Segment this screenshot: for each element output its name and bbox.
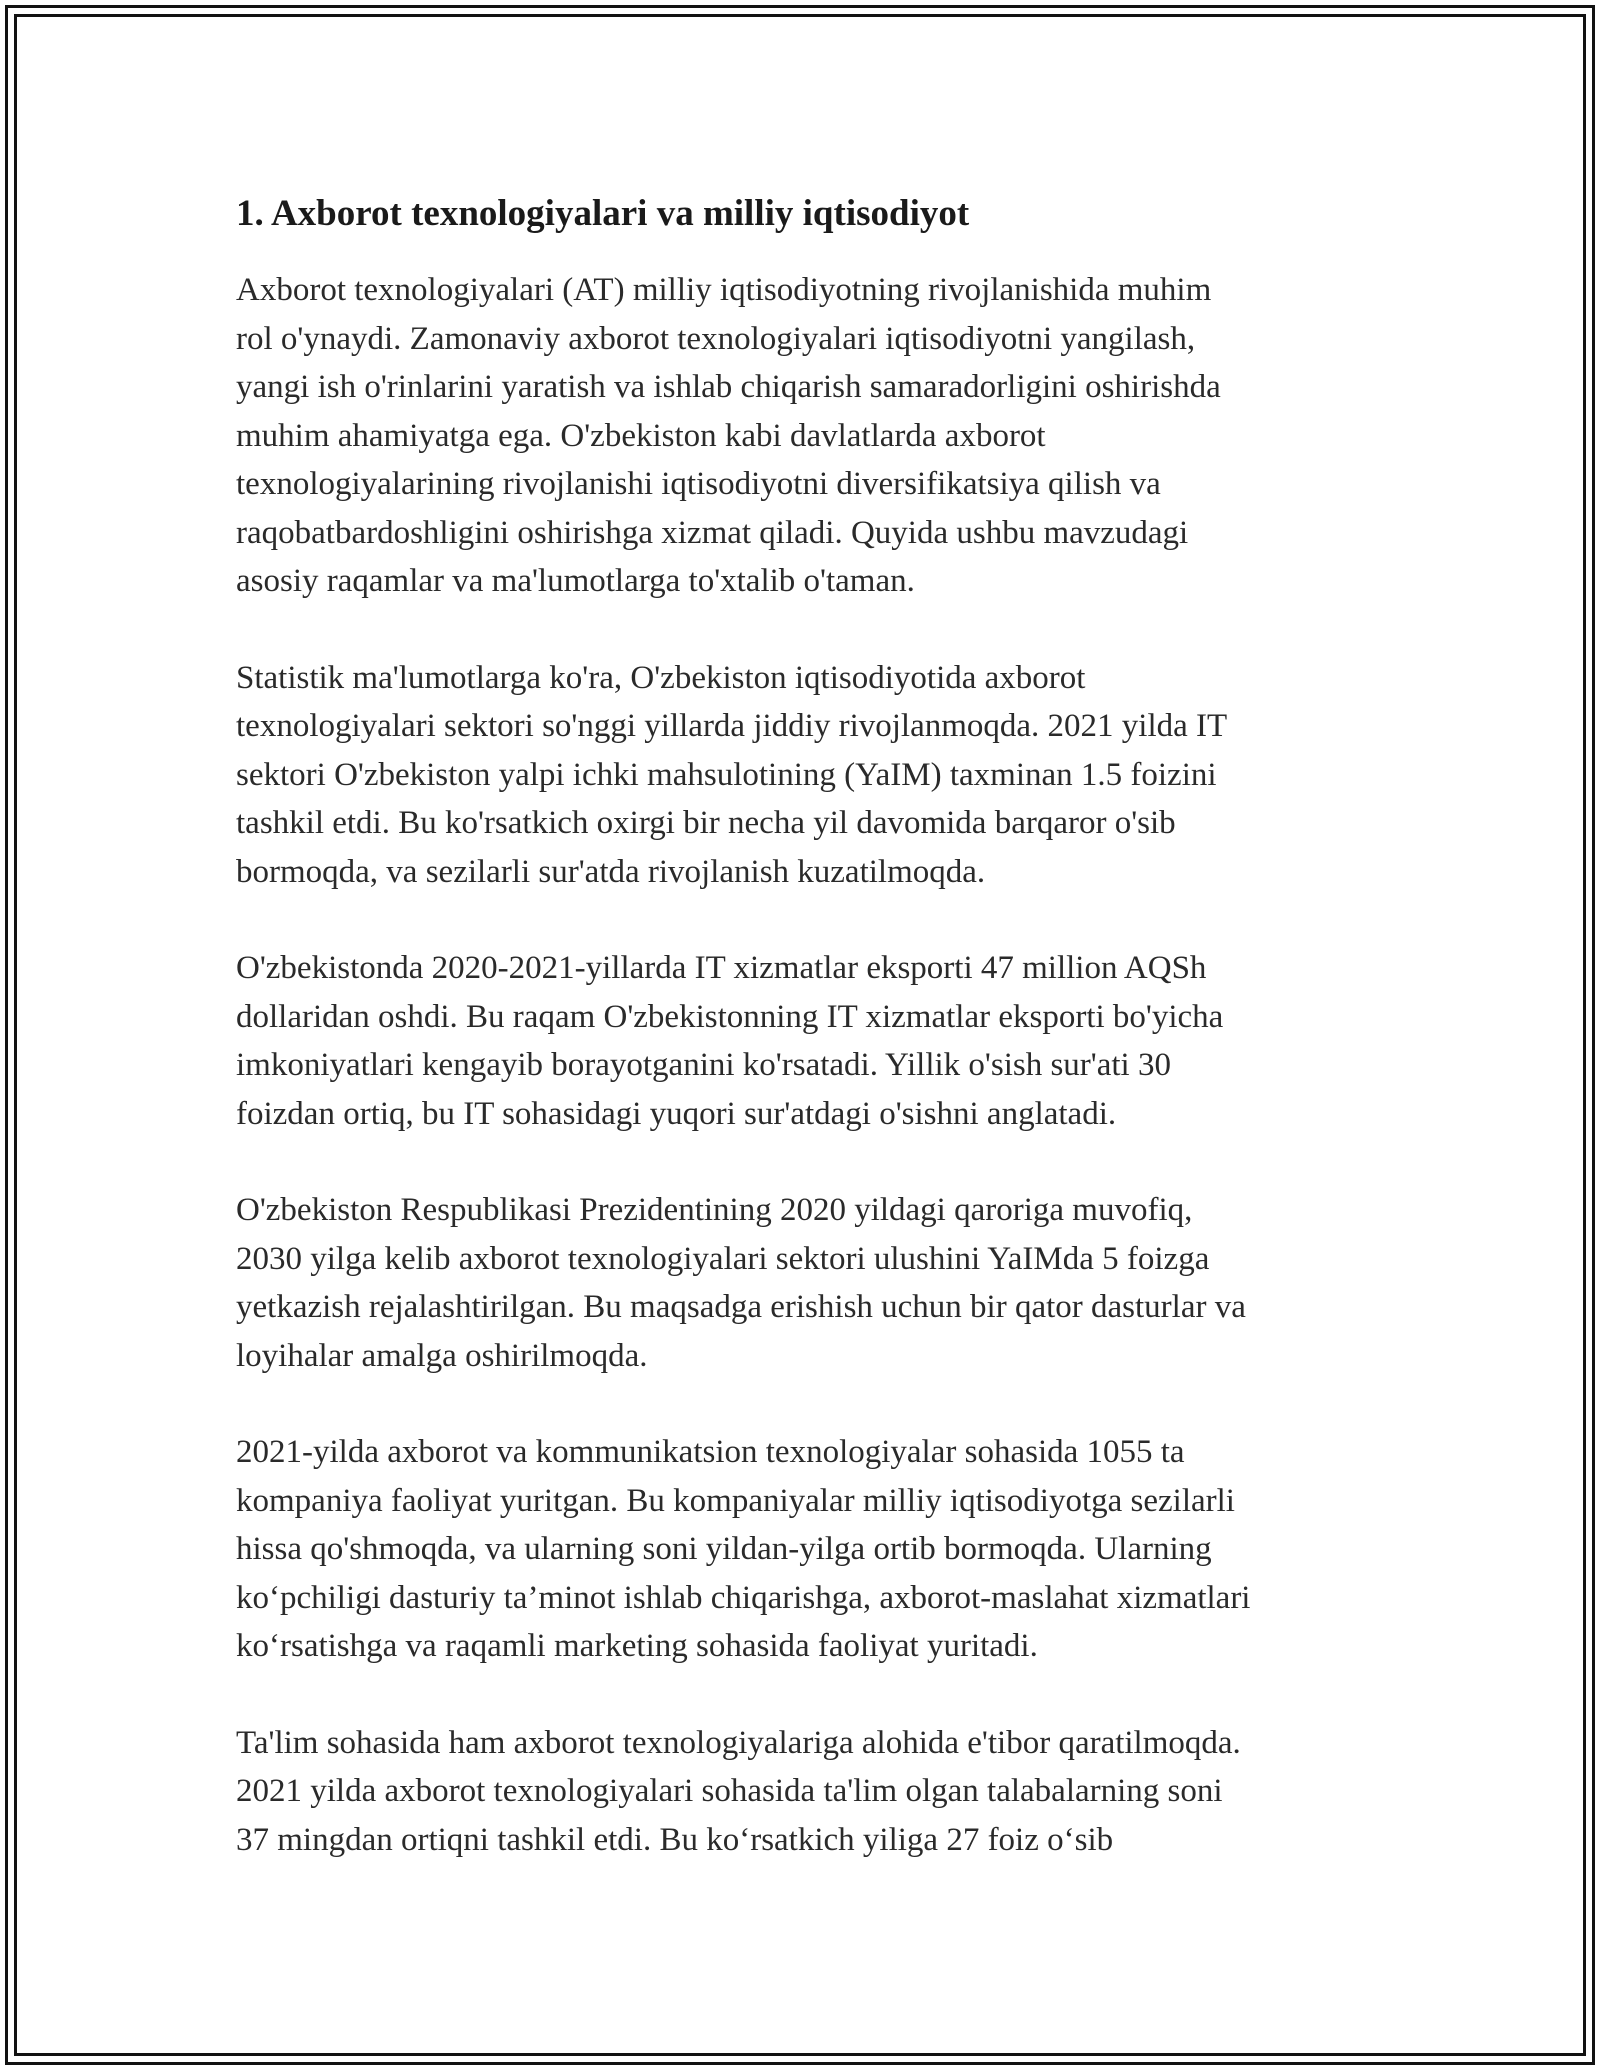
text-line: 37 mingdan ortiqni tashkil etdi. Bu ko‘rsatkich yiliga 27 foiz o‘sib bbox=[236, 1821, 1114, 1858]
text-line: kompaniya faoliyat yuritgan. Bu kompaniyalar milliy iqtisodiyotga sezilarli bbox=[236, 1482, 1235, 1519]
text-line: Statistik ma'lumotlarga ko'ra, O'zbekiston iqtisodiyotida axborot bbox=[236, 659, 1086, 696]
text-line: O'zbekiston Respublikasi Prezidentining 2020 yildagi qaroriga muvofiq, bbox=[236, 1192, 1193, 1228]
text-line: bormoqda, va sezilarli sur'atda rivojlanish kuzatilmoqda. bbox=[236, 853, 986, 890]
text-line: Ta'lim sohasida ham axborot texnologiyalariga alohida e'tibor qaratilmoqda. bbox=[236, 1724, 1241, 1761]
text-line: loyihalar amalga oshirilmoqda. bbox=[236, 1337, 648, 1374]
document-body bbox=[236, 190, 1386, 1864]
text-line: yetkazish rejalashtirilgan. Bu maqsadga erishish uchun bir qator dasturlar va bbox=[236, 1289, 1246, 1325]
paragraph-education bbox=[236, 1719, 1386, 1865]
paragraph-spacer bbox=[236, 1138, 1386, 1186]
paragraph-exports bbox=[236, 944, 1386, 1138]
section-heading: 1. Axborot texnologiyalari va milliy iqtisodiyot bbox=[236, 193, 970, 234]
text-line: ko‘rsatishga va raqamli marketing sohasida faoliyat yuritadi. bbox=[236, 1628, 1038, 1664]
text-line: rol o'ynaydi. Zamonaviy axborot texnologiyalari iqtisodiyotni yangilash, bbox=[236, 320, 1196, 357]
paragraph-spacer bbox=[236, 606, 1386, 654]
text-line: muhim ahamiyatga ega. O'zbekiston kabi davlatlarda axborot bbox=[236, 417, 1046, 454]
text-line: asosiy raqamlar va ma'lumotlarga to'xtalib o'taman. bbox=[236, 563, 915, 599]
paragraph-intro bbox=[236, 266, 1386, 606]
paragraph-companies bbox=[236, 1428, 1386, 1671]
text-line: 2021 yilda axborot texnologiyalari sohasida ta'lim olgan talabalarning soni bbox=[236, 1773, 1223, 1809]
text-line: foizdan ortiq, bu IT sohasidagi yuqori sur'atdagi o'sishni anglatadi. bbox=[236, 1095, 1117, 1132]
text-line: raqobatbardoshligini oshirishga xizmat qiladi. Quyida ushbu mavzudagi bbox=[236, 514, 1189, 551]
text-line: hissa qo'shmoqda, va ularning soni yildan-yilga ortib bormoqda. Ularning bbox=[236, 1531, 1212, 1567]
text-line: 2030 yilga kelib axborot texnologiyalari sektori ulushini YaIMda 5 foizga bbox=[236, 1240, 1210, 1277]
paragraph-spacer bbox=[236, 1671, 1386, 1719]
text-line: Axborot texnologiyalari (AT) milliy iqtisodiyotning rivojlanishida muhim bbox=[236, 272, 1212, 308]
text-line: sektori O'zbekiston yalpi ichki mahsulotining (YaIM) taxminan 1.5 foizini bbox=[236, 756, 1217, 793]
text-line: yangi ish o'rinlarini yaratish va ishlab chiqarish samaradorligini oshirishda bbox=[236, 369, 1221, 405]
text-line: tashkil etdi. Bu ko'rsatkich oxirgi bir necha yil davomida barqaror o'sib bbox=[236, 805, 1176, 841]
paragraph-spacer bbox=[236, 1380, 1386, 1428]
paragraph-decree bbox=[236, 1186, 1386, 1380]
paragraph-statistics bbox=[236, 654, 1386, 897]
paragraph-spacer bbox=[236, 896, 1386, 944]
text-line: ko‘pchiligi dasturiy ta’minot ishlab chiqarishga, axborot-maslahat xizmatlari bbox=[236, 1579, 1251, 1616]
text-line: 2021-yilda axborot va kommunikatsion texnologiyalar sohasida 1055 ta bbox=[236, 1434, 1185, 1470]
text-line: dollaridan oshdi. Bu raqam O'zbekistonning IT xizmatlar eksporti bo'yicha bbox=[236, 998, 1224, 1035]
text-line: O'zbekistonda 2020-2021-yillarda IT xizmatlar eksporti 47 million AQSh bbox=[236, 950, 1207, 986]
text-line: texnologiyalarining rivojlanishi iqtisodiyotni diversifikatsiya qilish va bbox=[236, 466, 1161, 502]
text-line: texnologiyalari sektori so'nggi yillarda jiddiy rivojlanmoqda. 2021 yilda IT bbox=[236, 708, 1228, 744]
text-line: imkoniyatlari kengayib borayotganini ko'rsatadi. Yillik o'sish sur'ati 30 bbox=[236, 1047, 1171, 1083]
